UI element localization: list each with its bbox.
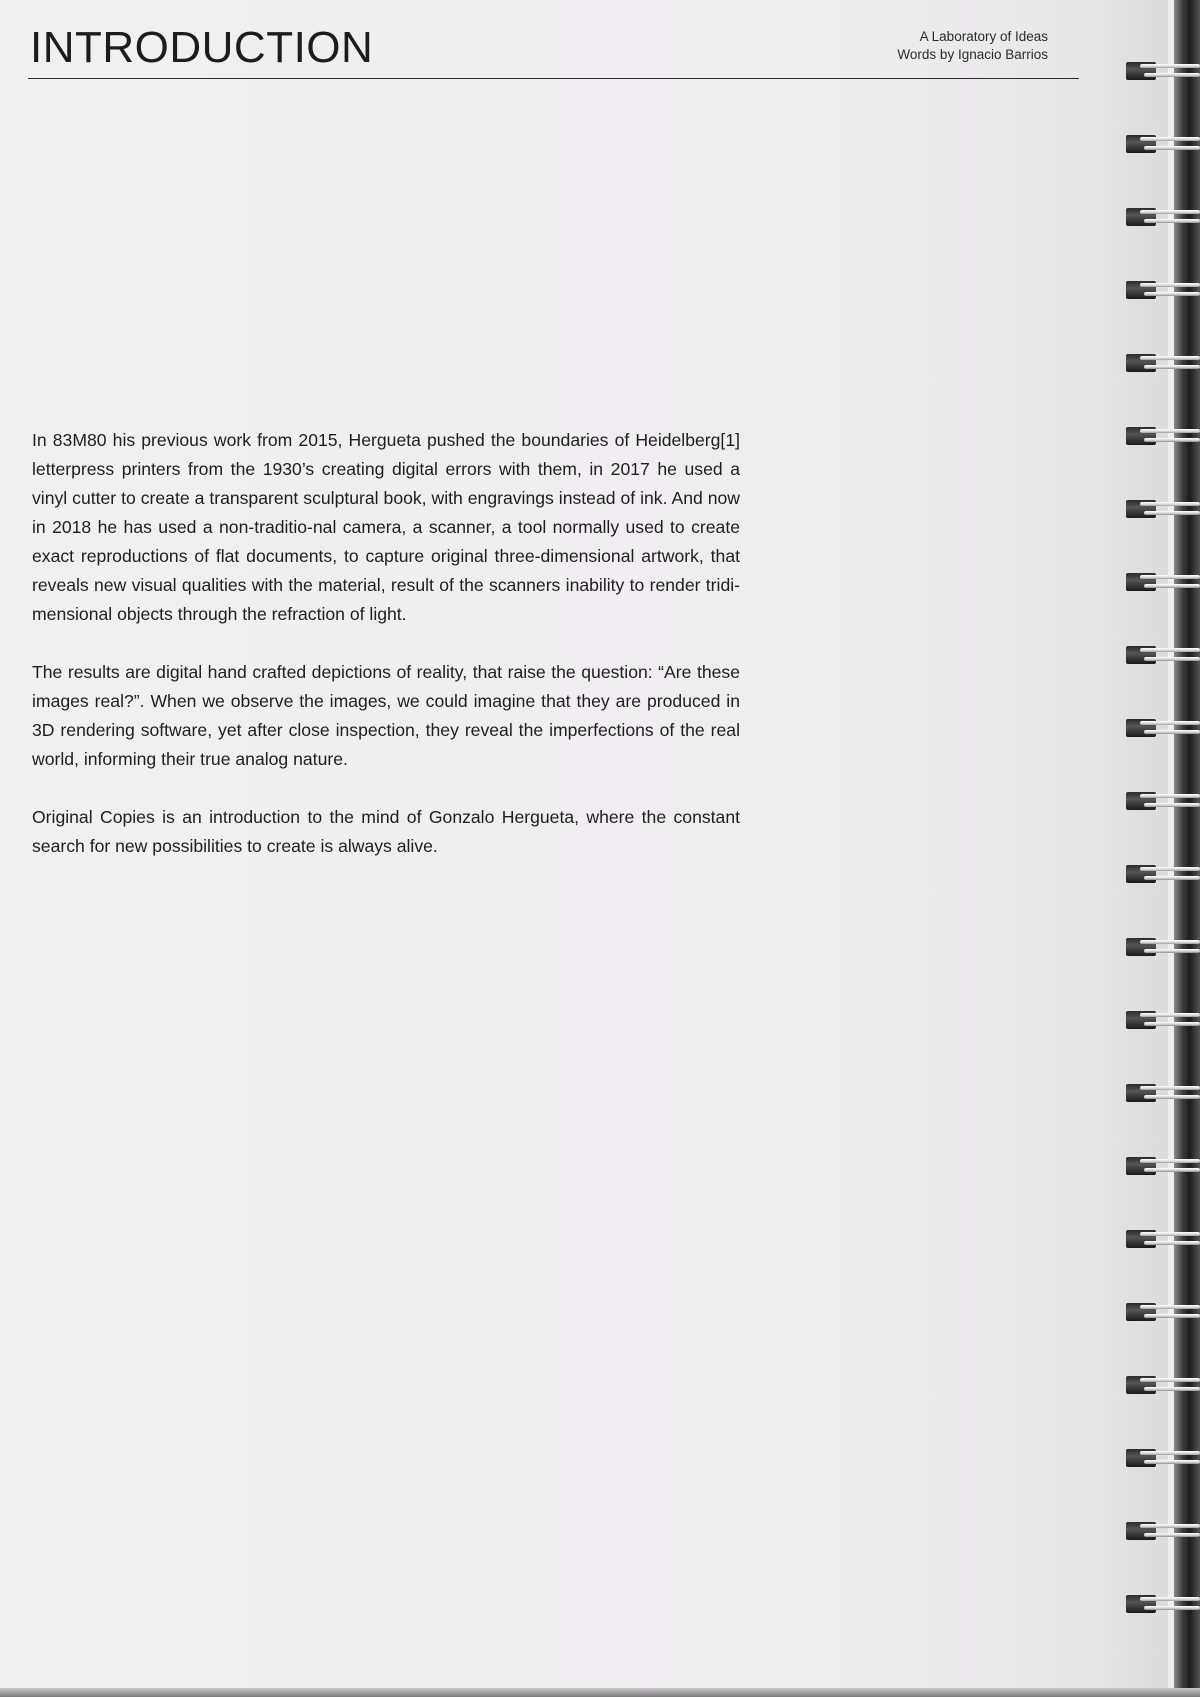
spiral-ring — [1120, 934, 1200, 960]
spiral-ring — [1120, 788, 1200, 814]
spiral-ring — [1120, 642, 1200, 668]
series-title: A Laboratory of Ideas — [919, 29, 1048, 44]
spiral-ring — [1120, 277, 1200, 303]
spiral-ring — [1120, 1007, 1200, 1033]
spiral-ring — [1120, 1445, 1200, 1471]
spiral-ring — [1120, 423, 1200, 449]
spiral-ring — [1120, 350, 1200, 376]
body-text — [32, 426, 740, 890]
header-divider — [28, 78, 1079, 79]
spiral-ring — [1120, 1153, 1200, 1179]
spiral-ring — [1120, 204, 1200, 230]
spiral-ring — [1120, 861, 1200, 887]
page-bottom-edge — [0, 1688, 1200, 1697]
spiral-ring — [1120, 58, 1200, 84]
spiral-ring — [1120, 131, 1200, 157]
header-meta — [897, 28, 1048, 64]
author-credit: Words by Ignacio Barrios — [897, 47, 1048, 62]
paragraph: In 83M80 his previous work from 2015, Hergueta pushed the boundaries of Heidelberg[1] letterpress printers from the 1930’s creating digital errors with them, in 2017 he used a vinyl cutter to create a transparent sculptural book, with engravings instead of ink. And now in 2018 he has used a non-traditio-nal camera, a scanner, a tool normally used to create exact reproductions of flat documents, to capture original three-dimensional artwork, that reveals new visual qualities with the material, result of the scanners inability to render tridi-mensional objects through the refraction of light. — [32, 430, 740, 624]
spiral-ring — [1120, 1372, 1200, 1398]
page-title: INTRODUCTION — [30, 23, 374, 72]
spiral-ring — [1120, 1518, 1200, 1544]
spiral-ring — [1120, 569, 1200, 595]
spiral-ring — [1120, 1299, 1200, 1325]
spiral-ring — [1120, 1226, 1200, 1252]
spiral-binding — [1120, 0, 1200, 1697]
binding-spine — [1174, 0, 1200, 1697]
paragraph: The results are digital hand crafted depictions of reality, that raise the question: “Are these images real?”. When we observe the images, we could imagine that they are produced in 3D rendering software, yet after close inspection, they reveal the imperfections of the real world, informing their true analog nature. — [32, 662, 740, 769]
spiral-ring — [1120, 1591, 1200, 1617]
spiral-ring — [1120, 1080, 1200, 1106]
spiral-ring — [1120, 496, 1200, 522]
paragraph: Original Copies is an introduction to the mind of Gonzalo Hergueta, where the constant search for new possibilities to create is always alive. — [32, 807, 740, 856]
spiral-ring — [1120, 715, 1200, 741]
